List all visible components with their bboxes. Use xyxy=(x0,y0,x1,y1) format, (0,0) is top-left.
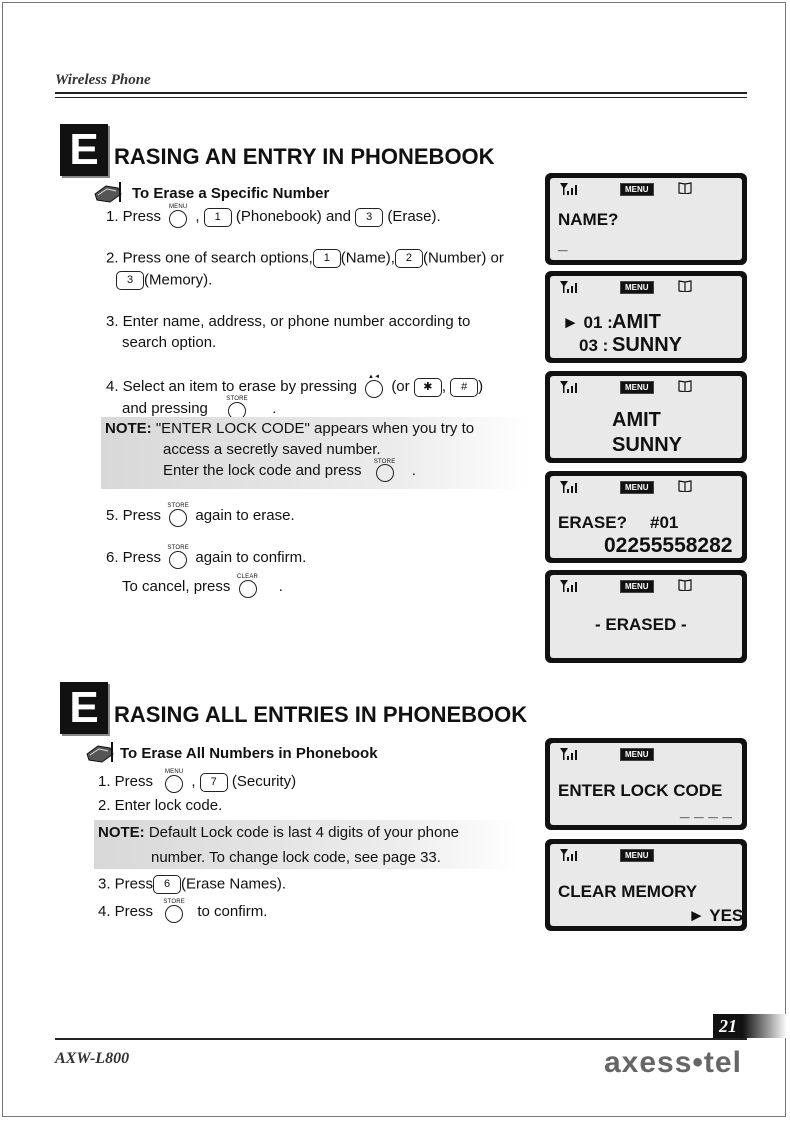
section2-initial: E xyxy=(60,682,108,734)
section1-title: RASING AN ENTRY IN PHONEBOOK xyxy=(114,144,495,169)
section2-subheading: To Erase All Numbers in Phonebook xyxy=(120,745,378,762)
menu-indicator: MENU xyxy=(620,580,654,593)
lcd-screen-selected-entry: MENU AMIT SUNNY xyxy=(545,371,747,463)
model-name: AXW-L800 xyxy=(55,1050,130,1067)
lcd-screen-erase-prompt: MENU ERASE? #01 02255558282 xyxy=(545,471,747,563)
section1-step4-line1: 4. Select an item to erase by pressing ▲◄ (or ✱ , # ) xyxy=(106,376,483,398)
menu-indicator: MENU xyxy=(620,481,654,494)
section1-step6: 6. Press STORE again to confirm. xyxy=(106,547,306,569)
phonebook-icon xyxy=(678,182,692,194)
section2-step2: 2. Enter lock code. xyxy=(98,797,223,814)
signal-icon xyxy=(560,580,582,592)
phone-icon xyxy=(84,742,116,764)
page-number: 21 xyxy=(713,1014,787,1038)
section1-step2-line2: 3 (Memory). xyxy=(116,271,212,290)
section1-step3-line1: 3. Enter name, address, or phone number according to xyxy=(106,313,471,330)
menu-key-icon: MENU xyxy=(163,771,185,793)
menu-indicator: MENU xyxy=(620,748,654,761)
signal-icon xyxy=(560,849,582,861)
store-key-icon: STORE xyxy=(374,460,396,482)
menu-indicator: MENU xyxy=(620,381,654,394)
header-title: Wireless Phone xyxy=(55,72,151,88)
section2-step4: 4. Press STORE to confirm. xyxy=(98,901,267,923)
phonebook-icon xyxy=(678,480,692,492)
menu-key-icon: MENU xyxy=(167,206,189,228)
key-7: 7 xyxy=(200,773,228,792)
store-key-icon: STORE xyxy=(163,901,185,923)
section2-step1: 1. Press MENU , 7 (Security) xyxy=(98,771,296,793)
section2-step3: 3. Press 6 (Erase Names). xyxy=(98,875,287,893)
note-label: NOTE: xyxy=(105,420,152,437)
header-rule xyxy=(55,92,747,94)
store-key-icon: STORE xyxy=(167,505,189,527)
key-hash: # xyxy=(450,378,478,397)
key-2: 2 xyxy=(395,249,423,268)
key-1: 1 xyxy=(313,249,341,268)
signal-icon xyxy=(560,183,582,195)
navigate-key-icon: ▲◄ xyxy=(363,376,385,398)
phonebook-icon xyxy=(678,579,692,591)
store-key-icon: STORE xyxy=(167,547,189,569)
key-3: 3 xyxy=(116,271,144,290)
section1-step2-line1: 2. Press one of search options, 1 (Name), 2 (Number) or xyxy=(106,249,504,267)
lcd-screen-clear-memory: MENU CLEAR MEMORY ► YES xyxy=(545,839,747,931)
clear-key-icon: CLEAR xyxy=(237,576,259,598)
signal-icon xyxy=(560,748,582,760)
signal-icon xyxy=(560,281,582,293)
menu-indicator: MENU xyxy=(620,281,654,294)
section1-initial: E xyxy=(60,124,108,176)
note-label: NOTE: xyxy=(98,824,145,841)
key-6: 6 xyxy=(153,875,181,894)
signal-icon xyxy=(560,381,582,393)
footer-rule xyxy=(55,1038,747,1040)
key-star: ✱ xyxy=(414,378,442,397)
section1-note: NOTE: "ENTER LOCK CODE" appears when you try to access a secretly saved number. Enter the lock code and press STORE . xyxy=(101,417,530,489)
signal-icon xyxy=(560,481,582,493)
header-rule-thin xyxy=(55,97,747,98)
key-1: 1 xyxy=(204,208,232,227)
section1-step1: 1. Press MENU , 1 (Phonebook) and 3 (Erase). xyxy=(106,206,441,228)
lcd-screen-search-results: MENU ► 01 : AMIT 03 : SUNNY xyxy=(545,271,747,363)
phone-icon xyxy=(92,182,124,204)
brand-logo: axess•tel xyxy=(604,1046,742,1079)
section1-step3-line2: search option. xyxy=(122,334,217,351)
phonebook-icon xyxy=(678,280,692,292)
store-key-icon: STORE xyxy=(226,398,248,420)
lcd-screen-lock-code: MENU ENTER LOCK CODE _ _ _ _ xyxy=(545,738,747,830)
section1-step4-line2: and pressing STORE . xyxy=(122,398,276,420)
lcd-screen-erased: MENU - ERASED - xyxy=(545,570,747,663)
menu-indicator: MENU xyxy=(620,183,654,196)
section1-subheading: To Erase a Specific Number xyxy=(132,185,330,202)
key-3: 3 xyxy=(355,208,383,227)
section1-step5: 5. Press STORE again to erase. xyxy=(106,505,295,527)
menu-indicator: MENU xyxy=(620,849,654,862)
section2-note: NOTE: Default Lock code is last 4 digits of your phone number. To change lock code, see page 33. xyxy=(94,820,519,869)
lcd-screen-name-search: MENU NAME? _ xyxy=(545,173,747,265)
section1-cancel: To cancel, press CLEAR . xyxy=(122,576,283,598)
section2-title: RASING ALL ENTRIES IN PHONEBOOK xyxy=(114,702,528,727)
phonebook-icon xyxy=(678,380,692,392)
